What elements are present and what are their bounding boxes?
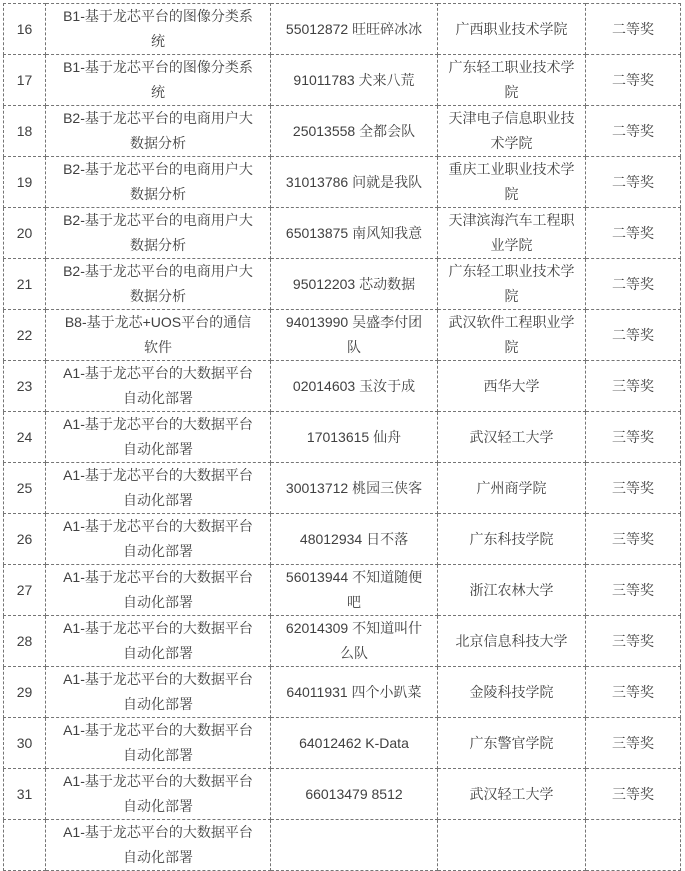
cell-school [438,667,586,718]
school-text: 浙江农林大学 [469,581,554,598]
award-badge-text: 二等奖 [612,326,654,343]
table-row [4,565,681,616]
school-text: 广西职业技术学院 [455,20,568,37]
cell-project-name [46,514,271,565]
cell-project-name [46,820,271,871]
project-name-text: A1-基于龙芯平台的大数据平台自动化部署 [63,824,253,865]
school-text: 广州商学院 [476,479,547,496]
team-text: 91011783 犬来八荒 [293,71,415,88]
cell-rank [4,463,46,514]
rank-text: 27 [16,581,33,598]
cell-award [586,4,681,55]
table-row [4,106,681,157]
school-text: 天津滨海汽车工程职业学院 [448,212,575,253]
cell-project-name [46,208,271,259]
cell-school [438,463,586,514]
team-text: 30013712 桃园三侠客 [285,479,423,496]
cell-school [438,55,586,106]
school-text: 重庆工业职业技术学院 [448,161,575,202]
cell-school [438,259,586,310]
cell-award [586,361,681,412]
table-row [4,4,681,55]
cell-rank [4,55,46,106]
project-name-text: A1-基于龙芯平台的大数据平台自动化部署 [63,467,253,508]
cell-school [438,157,586,208]
team-text: 02014603 玉汝于成 [292,377,416,394]
rank-text: 19 [16,173,33,190]
award-badge-text: 三等奖 [612,581,654,598]
cell-school [438,718,586,769]
project-name-text: B2-基于龙芯平台的电商用户大数据分析 [63,110,253,151]
cell-team [271,718,438,769]
cell-rank [4,616,46,667]
project-name-text: B1-基于龙芯平台的图像分类系统 [63,8,253,49]
cell-school [438,106,586,157]
project-name-text: A1-基于龙芯平台的大数据平台自动化部署 [63,620,253,661]
cell-school [438,616,586,667]
cell-award [586,820,681,871]
award-badge-text: 三等奖 [612,479,654,496]
cell-team [271,820,438,871]
table-row [4,208,681,259]
cell-team [271,769,438,820]
team-text: 64012462 K-Data [299,734,409,751]
cell-team [271,259,438,310]
rank-text: 29 [16,683,33,700]
table-row-partial [4,820,681,871]
cell-rank [4,310,46,361]
cell-rank [4,157,46,208]
cell-team [271,667,438,718]
cell-team [271,412,438,463]
cell-team [271,514,438,565]
cell-project-name [46,310,271,361]
team-text: 56013944 不知道随便吧 [285,569,423,610]
cell-team [271,106,438,157]
cell-school [438,4,586,55]
team-text: 64011931 四个小趴菜 [286,683,422,700]
school-text: 广东警官学院 [469,734,554,751]
school-text: 武汉轻工大学 [469,428,554,445]
cell-award [586,259,681,310]
award-badge-text: 二等奖 [612,173,654,190]
school-text: 广东轻工职业技术学院 [448,59,575,100]
cell-school [438,565,586,616]
rank-text: 20 [16,224,33,241]
award-badge-text: 三等奖 [612,734,654,751]
cell-rank [4,412,46,463]
cell-project-name [46,157,271,208]
cell-rank [4,769,46,820]
team-text: 95012203 芯动数据 [292,275,416,292]
rank-text: 16 [16,20,33,37]
project-name-text: B2-基于龙芯平台的电商用户大数据分析 [63,161,253,202]
rank-text: 28 [16,632,33,649]
cell-award [586,412,681,463]
project-name-text: A1-基于龙芯平台的大数据平台自动化部署 [63,518,253,559]
table-row [4,259,681,310]
team-text: 25013558 全都会队 [292,122,416,139]
cell-project-name [46,361,271,412]
cell-rank [4,361,46,412]
award-badge-text: 三等奖 [612,683,654,700]
rank-text: 23 [16,377,33,394]
cell-award [586,463,681,514]
award-badge-text: 二等奖 [612,20,654,37]
cell-team [271,4,438,55]
rank-text: 26 [16,530,33,547]
award-badge-text: 二等奖 [612,275,654,292]
cell-project-name [46,616,271,667]
project-name-text: A1-基于龙芯平台的大数据平台自动化部署 [63,416,253,457]
project-name-text: B2-基于龙芯平台的电商用户大数据分析 [63,212,253,253]
rank-text: 22 [16,326,33,343]
cell-award [586,106,681,157]
cell-rank [4,820,46,871]
award-results-table [3,3,681,871]
cell-school [438,310,586,361]
cell-team [271,208,438,259]
cell-award [586,157,681,208]
cell-school [438,514,586,565]
team-text: 48012934 日不落 [299,530,409,547]
cell-project-name [46,463,271,514]
cell-rank [4,667,46,718]
table-row [4,667,681,718]
cell-project-name [46,106,271,157]
rank-text: 21 [16,275,33,292]
team-text: 17013615 仙舟 [306,428,402,445]
project-name-text: B8-基于龙芯+UOS平台的通信软件 [64,314,252,355]
award-badge-text: 二等奖 [612,71,654,88]
table-row [4,514,681,565]
award-badge-text: 三等奖 [612,632,654,649]
cell-project-name [46,565,271,616]
cell-team [271,616,438,667]
team-text: 65013875 南风知我意 [285,224,423,241]
cell-project-name [46,412,271,463]
cell-rank [4,718,46,769]
cell-project-name [46,667,271,718]
rank-text: 24 [16,428,33,445]
cell-team [271,463,438,514]
project-name-text: A1-基于龙芯平台的大数据平台自动化部署 [63,569,253,610]
school-text: 西华大学 [483,377,540,394]
cell-rank [4,208,46,259]
cell-award [586,565,681,616]
project-name-text: A1-基于龙芯平台的大数据平台自动化部署 [63,671,253,712]
cell-team [271,55,438,106]
project-name-text: B1-基于龙芯平台的图像分类系统 [63,59,253,100]
table-row [4,157,681,208]
cell-rank [4,565,46,616]
cell-school [438,769,586,820]
cell-school [438,208,586,259]
award-badge-text: 三等奖 [612,530,654,547]
table-row [4,616,681,667]
table-row [4,310,681,361]
cell-project-name [46,55,271,106]
rank-text: 25 [16,479,33,496]
team-text: 31013786 问就是我队 [285,173,423,190]
cell-school [438,412,586,463]
cell-award [586,667,681,718]
table-row [4,361,681,412]
school-text: 天津电子信息职业技术学院 [448,110,575,151]
cell-rank [4,106,46,157]
table-row [4,55,681,106]
rank-text: 31 [16,785,33,802]
award-badge-text: 三等奖 [612,785,654,802]
cell-rank [4,514,46,565]
cell-project-name [46,259,271,310]
award-badge-text: 三等奖 [612,428,654,445]
school-text: 武汉轻工大学 [469,785,554,802]
project-name-text: A1-基于龙芯平台的大数据平台自动化部署 [63,365,253,406]
school-text: 武汉软件工程职业学院 [448,314,575,355]
table-row [4,412,681,463]
school-text: 广东轻工职业技术学院 [448,263,575,304]
cell-award [586,718,681,769]
project-name-text: A1-基于龙芯平台的大数据平台自动化部署 [63,773,253,814]
cell-project-name [46,4,271,55]
table-row [4,769,681,820]
team-text: 94013990 吴盛李付团队 [285,314,423,355]
cell-award [586,208,681,259]
award-badge-text: 三等奖 [612,377,654,394]
cell-award [586,55,681,106]
team-text: 66013479 8512 [305,785,403,802]
school-text: 北京信息科技大学 [455,632,568,649]
cell-award [586,616,681,667]
cell-project-name [46,769,271,820]
cell-team [271,310,438,361]
school-text: 金陵科技学院 [469,683,554,700]
cell-award [586,310,681,361]
award-badge-text: 二等奖 [612,122,654,139]
school-text: 广东科技学院 [469,530,554,547]
project-name-text: A1-基于龙芯平台的大数据平台自动化部署 [63,722,253,763]
cell-award [586,769,681,820]
cell-rank [4,259,46,310]
cell-team [271,361,438,412]
rank-text: 18 [16,122,33,139]
table-row [4,463,681,514]
cell-project-name [46,718,271,769]
team-text: 55012872 旺旺碎冰冰 [285,20,423,37]
rank-text: 30 [16,734,33,751]
cell-school [438,820,586,871]
project-name-text: B2-基于龙芯平台的电商用户大数据分析 [63,263,253,304]
rank-text: 17 [16,71,33,88]
cell-team [271,565,438,616]
team-text: 62014309 不知道叫什么队 [285,620,423,661]
table-row [4,718,681,769]
cell-rank [4,4,46,55]
cell-school [438,361,586,412]
results-table-body [4,4,681,871]
cell-team [271,157,438,208]
award-badge-text: 二等奖 [612,224,654,241]
cell-award [586,514,681,565]
